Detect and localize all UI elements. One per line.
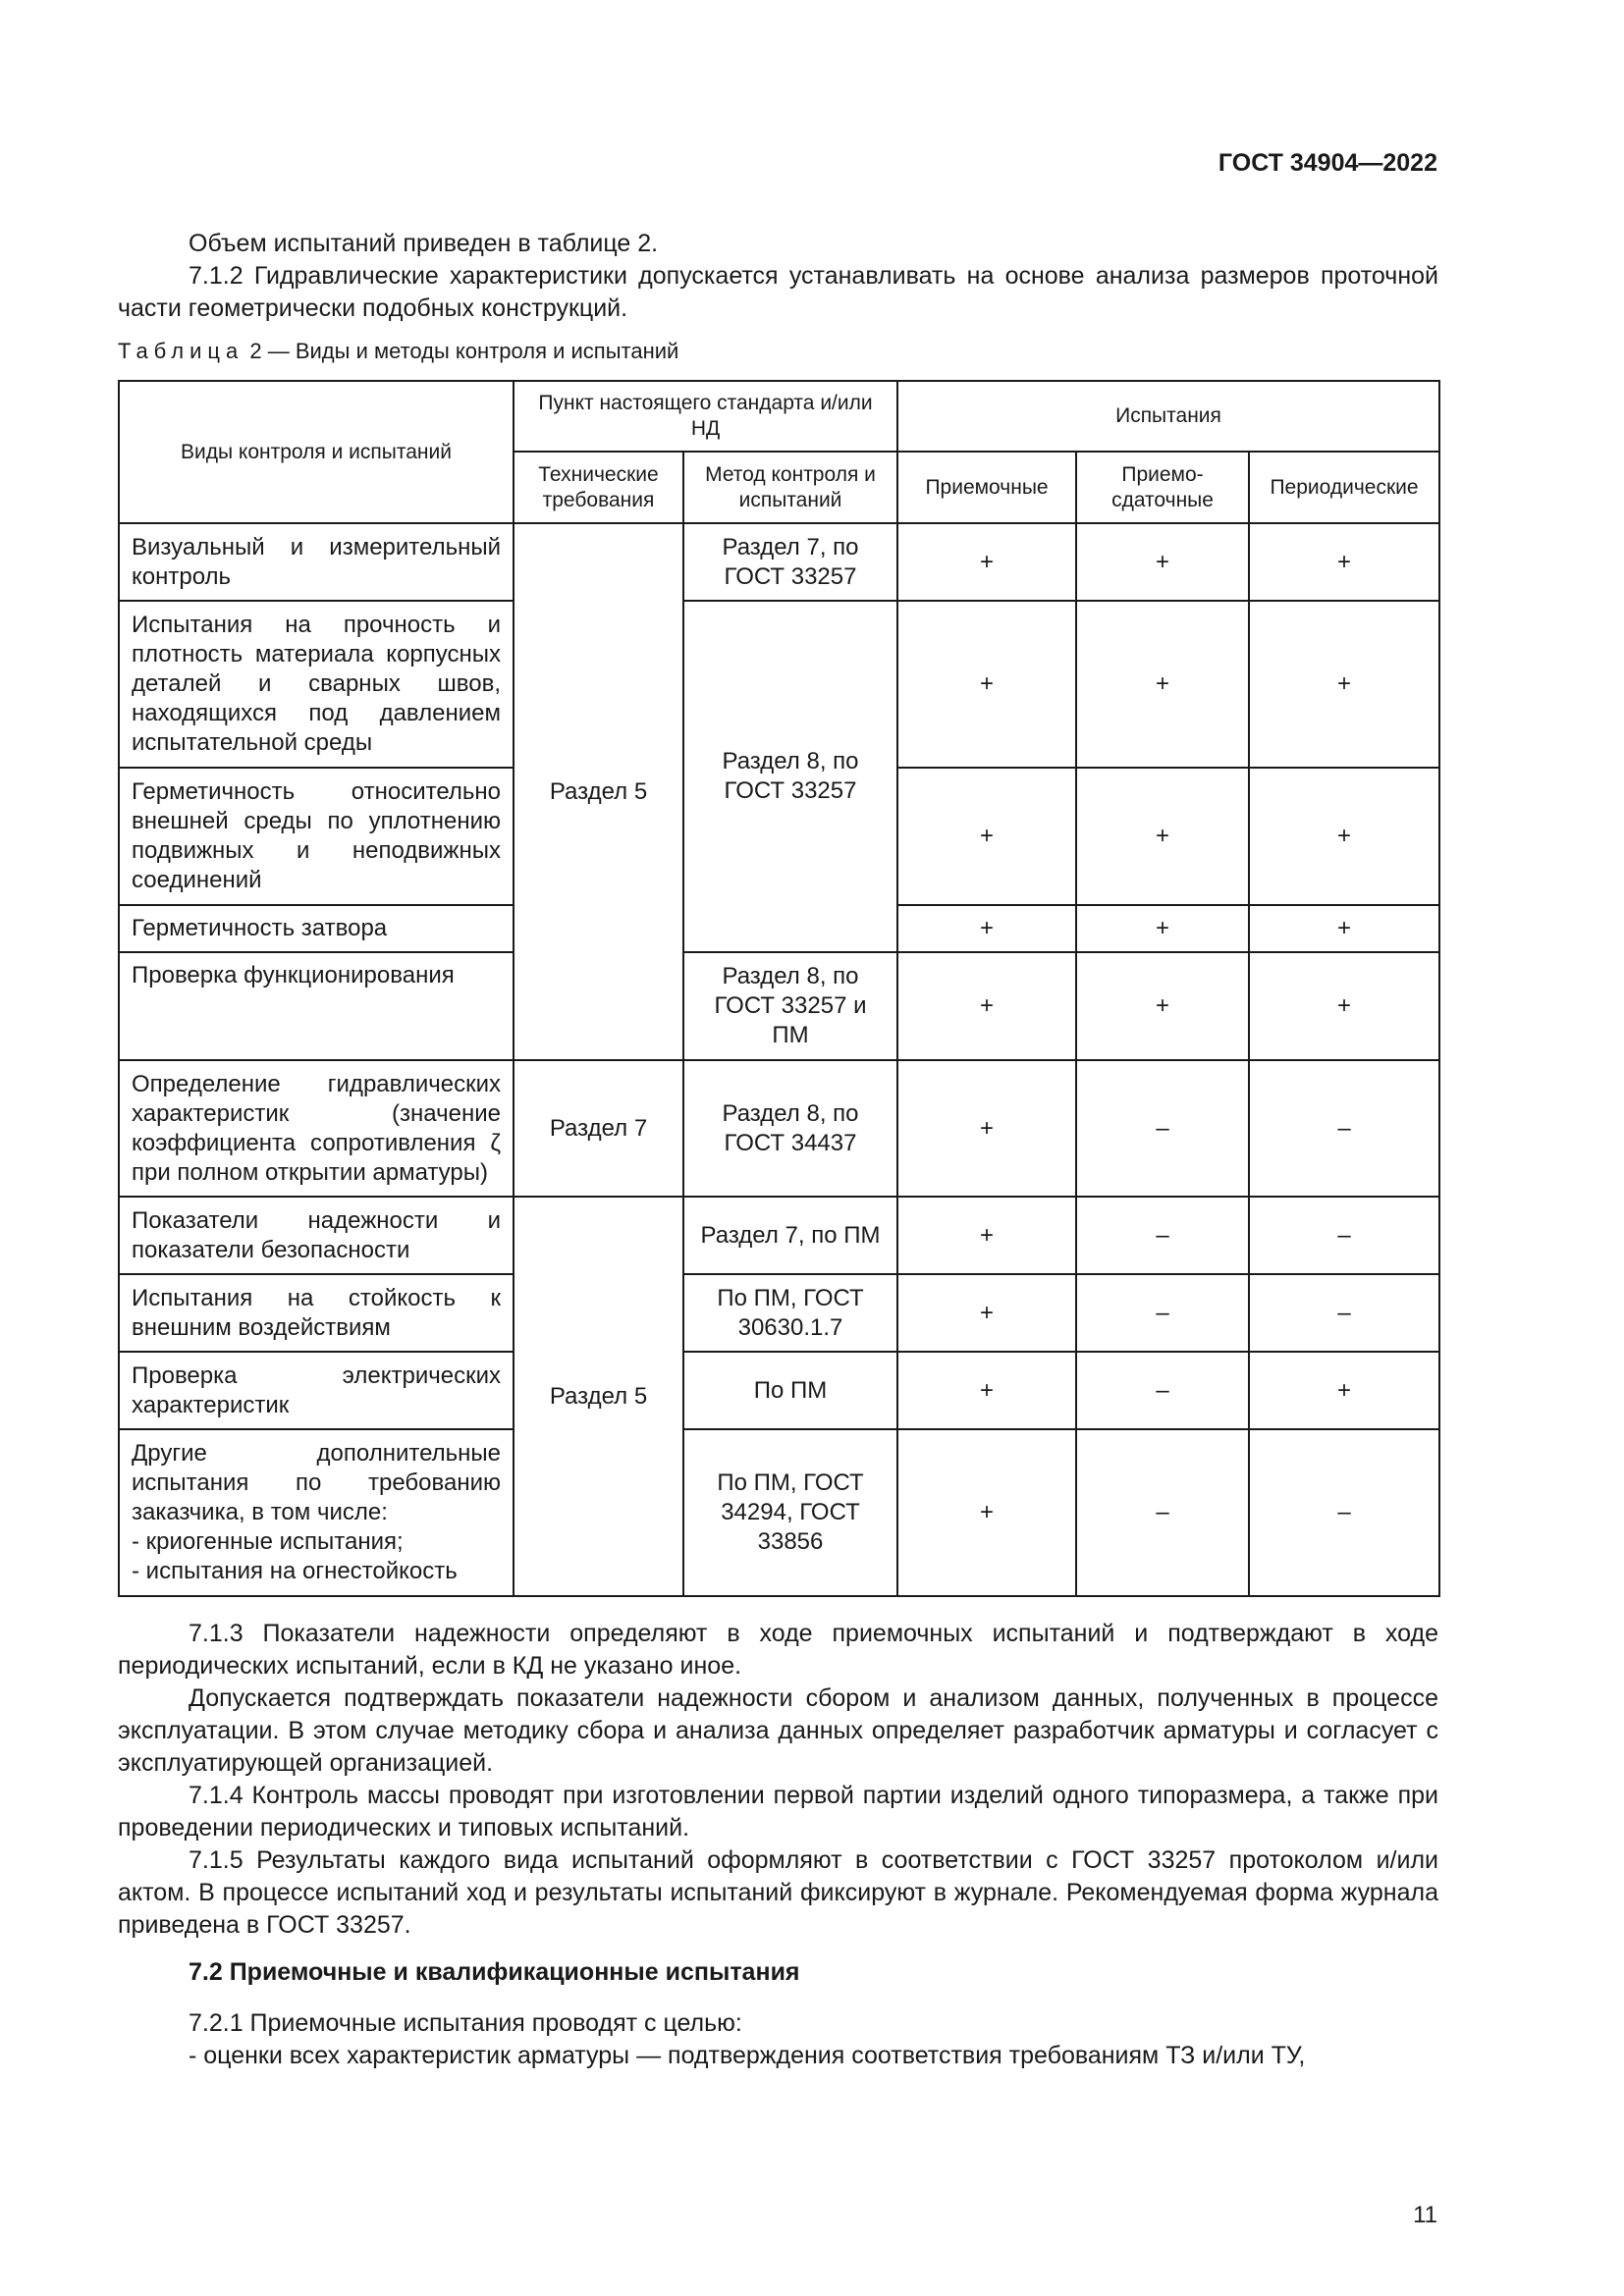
method-cell: Раздел 8, по ГОСТ 33257: [683, 601, 897, 952]
kind-cell: Визуальный и измерительный контроль: [119, 523, 514, 601]
header-method: Метод контроля и испытаний: [683, 452, 897, 523]
kind-cell: Определение гидравлических характеристик (значение коэффициента сопротивления ζ при полном открытии арматуры): [119, 1060, 514, 1197]
intro-paragraph: Объем испытаний приведен в таблице 2.: [189, 230, 659, 257]
mark-cell: –: [1076, 1197, 1249, 1274]
method-cell: Раздел 7, по ГОСТ 33257: [683, 523, 897, 601]
mark-cell: –: [1076, 1429, 1249, 1596]
table-row: [119, 601, 1439, 768]
mark-cell: +: [1249, 768, 1439, 905]
method-cell: Раздел 8, по ГОСТ 33257 и ПМ: [683, 952, 897, 1060]
mark-cell: +: [897, 601, 1076, 768]
method-cell: По ПМ, ГОСТ 34294, ГОСТ 33856: [683, 1429, 897, 1596]
mark-cell: +: [897, 523, 1076, 601]
mark-cell: +: [1249, 523, 1439, 601]
mark-cell: +: [1249, 601, 1439, 768]
intro-text: [118, 228, 1438, 325]
mark-cell: –: [1076, 1352, 1249, 1429]
mark-cell: +: [1076, 523, 1249, 601]
paragraph-7-1-4: 7.1.4 Контроль массы проводят при изготовлении первой партии изделий одного типоразмера, а также при проведении периодических и типовых испытаний.: [118, 1782, 1438, 1842]
method-cell: По ПМ: [683, 1352, 897, 1429]
section-cell: Раздел 5: [514, 1197, 683, 1596]
paragraph-7-1-5: 7.1.5 Результаты каждого вида испытаний оформляют в соответствии с ГОСТ 33257 протоколом и/или актом. В процессе испытаний ход и результаты испытаний фиксируют в журнале. Рекомендуемая форма журнала приведена в ГОСТ 33257.: [118, 1846, 1438, 1939]
mark-cell: +: [1249, 952, 1439, 1060]
table-row: [119, 1352, 1439, 1429]
table-row: [119, 1274, 1439, 1352]
table-caption: [118, 339, 678, 364]
method-cell: Раздел 7, по ПМ: [683, 1197, 897, 1274]
mark-cell: +: [1076, 952, 1249, 1060]
kind-cell: Проверка функционирования: [119, 952, 514, 1060]
table-caption-word: Таблица: [118, 339, 244, 363]
header-kinds: Виды контроля и испытаний: [119, 381, 514, 523]
mark-cell: +: [1076, 905, 1249, 952]
mark-cell: +: [897, 1352, 1076, 1429]
section-cell: Раздел 5: [514, 523, 683, 1060]
kind-cell: [119, 1429, 514, 1596]
header-acceptance: Приемочные: [897, 452, 1076, 523]
header-clause: Пункт настоящего стандарта и/или НД: [514, 381, 897, 452]
mark-cell: +: [897, 1197, 1076, 1274]
tail-text: [118, 2007, 1438, 2072]
bullet-item: - оценки всех характеристик арматуры — подтверждения соответствия требованиям ТЗ и/или ТУ,: [189, 2042, 1306, 2069]
mark-cell: +: [897, 768, 1076, 905]
table-row: [119, 952, 1439, 1060]
paragraph-7-2-1: 7.2.1 Приемочные испытания проводят с целью:: [189, 2009, 742, 2037]
mark-cell: –: [1249, 1429, 1439, 1596]
mark-cell: –: [1076, 1274, 1249, 1352]
kind-text: Другие дополнительные испытания по требованию заказчика, в том числе:: [132, 1440, 501, 1525]
kind-cell: Испытания на прочность и плотность материала корпусных деталей и сварных швов, находящихся под давлением испытательной среды: [119, 601, 514, 768]
mark-cell: –: [1076, 1060, 1249, 1197]
mark-cell: +: [897, 1274, 1076, 1352]
table-row: [119, 523, 1439, 601]
inspection-table: [118, 380, 1440, 1597]
mark-cell: +: [897, 952, 1076, 1060]
intro-paragraph: 7.1.2 Гидравлические характеристики допускается устанавливать на основе анализа размеров проточной части геометрически подобных конструкций.: [118, 262, 1438, 322]
paragraph-7-1-3: 7.1.3 Показатели надежности определяют в ходе приемочных испытаний и подтверждают в ходе периодических испытаний, если в КД не указано иное.: [118, 1620, 1438, 1680]
post-table-text: [118, 1618, 1438, 1942]
section-heading: 7.2 Приемочные и квалификационные испытания: [189, 1958, 800, 1986]
kind-list-item: - криогенные испытания;: [132, 1528, 404, 1555]
mark-cell: +: [897, 905, 1076, 952]
table-row: [119, 1197, 1439, 1274]
section-cell: Раздел 7: [514, 1060, 683, 1197]
method-cell: Раздел 8, по ГОСТ 34437: [683, 1060, 897, 1197]
table-row: [119, 1060, 1439, 1197]
header-tests: Испытания: [897, 381, 1439, 452]
header-tech-req: Технические требования: [514, 452, 683, 523]
paragraph-reliability: Допускается подтверждать показатели надежности сбором и анализом данных, полученных в процессе эксплуатации. В этом случае методику сбора и анализа данных определяет разработчик арматуры и согласует с эксплуатирующей организацией.: [118, 1684, 1438, 1777]
mark-cell: +: [1076, 601, 1249, 768]
table-caption-title: 2 — Виды и методы контроля и испытаний: [244, 339, 679, 363]
kind-cell: Показатели надежности и показатели безопасности: [119, 1197, 514, 1274]
mark-cell: –: [1249, 1274, 1439, 1352]
mark-cell: +: [1249, 905, 1439, 952]
mark-cell: –: [1249, 1197, 1439, 1274]
mark-cell: +: [1076, 768, 1249, 905]
table-row: [119, 1429, 1439, 1596]
kind-cell: Проверка электрических характеристик: [119, 1352, 514, 1429]
kind-list-item: - испытания на огнестойкость: [132, 1558, 458, 1584]
document-header: ГОСТ 34904—2022: [1218, 149, 1437, 177]
kind-cell: Герметичность относительно внешней среды по уплотнению подвижных и неподвижных соединений: [119, 768, 514, 905]
page-number: 11: [1413, 2202, 1437, 2228]
header-periodic: Периодические: [1249, 452, 1439, 523]
mark-cell: +: [1249, 1352, 1439, 1429]
mark-cell: –: [1249, 1060, 1439, 1197]
kind-cell: Испытания на стойкость к внешним воздействиям: [119, 1274, 514, 1352]
kind-cell: Герметичность затвора: [119, 905, 514, 952]
mark-cell: +: [897, 1060, 1076, 1197]
header-acceptance-delivery: Приемо-сдаточные: [1076, 452, 1249, 523]
method-cell: По ПМ, ГОСТ 30630.1.7: [683, 1274, 897, 1352]
mark-cell: +: [897, 1429, 1076, 1596]
